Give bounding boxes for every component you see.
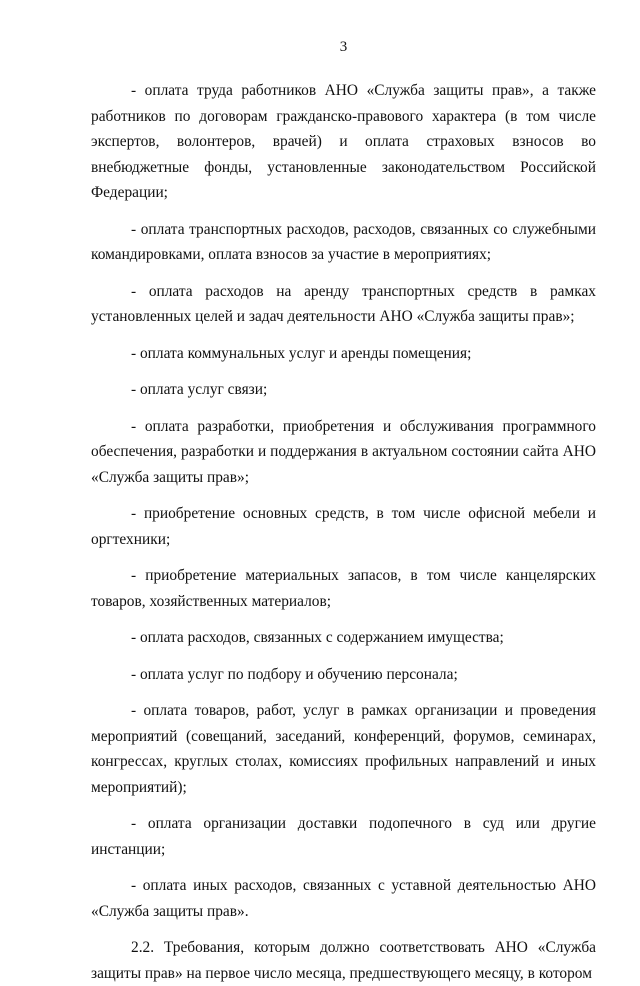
paragraph-7: - приобретение основных средств, в том числе офисной мебели и оргтехники; (91, 505, 596, 548)
paragraph-1: - оплата труда работников АНО «Служба защиты прав», а также работников по договорам гражданско-правового характера (в том числе экспертов, волонтеров, врачей) и оплата страховых взносов во внебюджетные фонды, установленные законодательством Российской Федерации; (91, 82, 596, 201)
paragraph-3: - оплата расходов на аренду транспортных средств в рамках установленных целей и задач деятельности АНО «Служба защиты прав»; (91, 282, 596, 325)
paragraph-12: - оплата организации доставки подопечного в суд или другие инстанции; (91, 815, 596, 858)
paragraph-10: - оплата услуг по подбору и обучению персонала; (131, 665, 458, 683)
paragraph-11: - оплата товаров, работ, услуг в рамках организации и проведения мероприятий (совещаний, заседаний, конференций, форумов, семинарах, конгрессах, круглых столах, комиссиях профильных направлений и иных мероприятий); (91, 702, 596, 796)
paragraph-13: - оплата иных расходов, связанных с уставной деятельностью АНО «Служба защиты прав». (91, 877, 596, 920)
paragraph-14: 2.2. Требования, которым должно соответствовать АНО «Служба защиты прав» на первое число месяца, предшествующего месяцу, в котором (91, 939, 596, 982)
paragraph-5: - оплата услуг связи; (131, 381, 268, 398)
paragraph-4: - оплата коммунальных услуг и аренды помещения; (131, 344, 472, 362)
paragraph-2: - оплата транспортных расходов, расходов, связанных со служебными командировками, оплата взносов за участие в мероприятиях; (91, 220, 596, 263)
paragraph-6: - оплата разработки, приобретения и обслуживания программного обеспечения, разработки и поддержания в актуальном состоянии сайта АНО «Служба защиты прав»; (91, 417, 596, 486)
page-number: 3 (339, 39, 348, 55)
paragraph-9: - оплата расходов, связанных с содержанием имущества; (131, 629, 504, 646)
paragraph-8: - приобретение материальных запасов, в том числе канцелярских товаров, хозяйственных материалов; (91, 567, 596, 610)
